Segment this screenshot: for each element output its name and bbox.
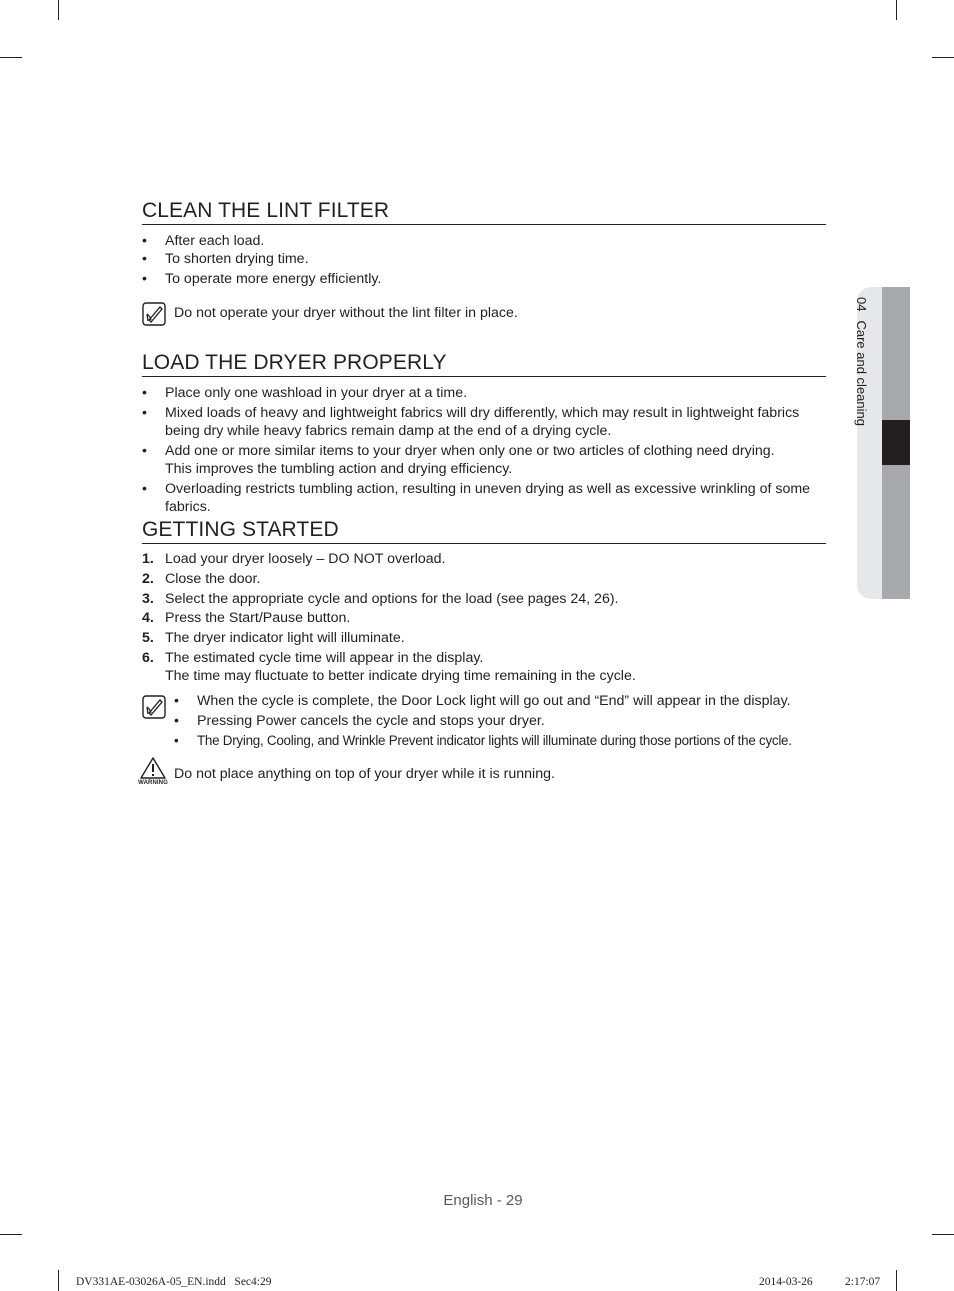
bullet: •: [142, 481, 147, 497]
bullet: •: [174, 693, 179, 709]
warning-label: WARNING: [138, 780, 168, 786]
step-number: 5.: [142, 630, 154, 646]
step-number: 6.: [142, 650, 154, 666]
crop-mark: [896, 0, 897, 20]
crop-mark: [58, 0, 59, 20]
note-list-item: • Pressing Power cancels the cycle and stops your dryer.: [174, 713, 545, 729]
bullet: •: [142, 405, 147, 421]
note-text: Do not operate your dryer without the lint filter in place.: [174, 305, 518, 321]
bullet: •: [142, 443, 147, 459]
bullet: •: [142, 233, 147, 249]
step-number: 2.: [142, 571, 154, 587]
crop-mark: [932, 1234, 954, 1235]
section-title-load-dryer: LOAD THE DRYER PROPERLY: [142, 351, 826, 377]
list-item: • To shorten drying time.: [142, 251, 309, 267]
chapter-label: [854, 297, 869, 426]
crop-mark: [896, 1270, 897, 1291]
list-item: • After each load.: [142, 233, 265, 249]
crop-mark: [932, 57, 954, 58]
note-pencil-icon: [142, 695, 166, 719]
bullet: •: [142, 251, 147, 267]
chapter-title: Care and cleaning: [854, 320, 869, 426]
crop-mark: [58, 1270, 59, 1291]
list-item: • To operate more energy efficiently.: [142, 271, 382, 287]
chapter-tab-marker: [882, 420, 910, 465]
warning-triangle-icon: [140, 757, 166, 779]
step-item: 4. Press the Start/Pause button.: [142, 610, 351, 626]
step-number: 4.: [142, 610, 154, 626]
chapter-number: 04: [854, 297, 869, 312]
section-title-clean-lint-filter: CLEAN THE LINT FILTER: [142, 199, 826, 225]
slug-time: 2:17:07: [845, 1276, 881, 1288]
section-title-getting-started: GETTING STARTED: [142, 518, 826, 544]
note-list-item: • When the cycle is complete, the Door Lock light will go out and “End” will appear in the display.: [174, 693, 791, 709]
crop-mark: [0, 57, 22, 58]
list-item: • Mixed loads of heavy and lightweight fabrics will dry differently, which may result in lightweight fabrics being dry while heavy fabrics remain damp at the end of a drying cycle.: [142, 405, 800, 439]
bullet: •: [142, 271, 147, 287]
step-item: 1. Load your dryer loosely – DO NOT overload.: [142, 551, 446, 567]
bullet: •: [174, 733, 179, 748]
list-item: • Place only one washload in your dryer at a time.: [142, 385, 468, 401]
list-item: • Add one or more similar items to your dryer when only one or two articles of clothing need drying. This improves the tumbling action and drying efficiency.: [142, 443, 775, 477]
list-item: • Overloading restricts tumbling action, resulting in uneven drying as well as excessive wrinkling of some fabrics.: [142, 481, 811, 515]
step-item: 5. The dryer indicator light will illuminate.: [142, 630, 405, 646]
crop-mark: [0, 1234, 22, 1235]
step-number: 1.: [142, 551, 154, 567]
note-pencil-icon: [142, 302, 166, 326]
slug-date: 2014-03-26: [759, 1276, 813, 1288]
step-item: 3. Select the appropriate cycle and options for the load (see pages 24, 26).: [142, 591, 619, 607]
step-number: 3.: [142, 591, 154, 607]
warning-text: Do not place anything on top of your dryer while it is running.: [174, 766, 555, 782]
page-number: English - 29: [443, 1192, 523, 1209]
step-item: 6. The estimated cycle time will appear in the display. The time may fluctuate to better indicate drying time remaining in the cycle.: [142, 650, 636, 684]
bullet: •: [142, 385, 147, 401]
bullet: •: [174, 713, 179, 729]
step-item: 2. Close the door.: [142, 571, 261, 587]
note-list-item: • The Drying, Cooling, and Wrinkle Prevent indicator lights will illuminate during those portions of the cycle.: [174, 733, 792, 748]
slug-file: DV331AE-03026A-05_EN.indd Sec4:29: [76, 1276, 272, 1288]
